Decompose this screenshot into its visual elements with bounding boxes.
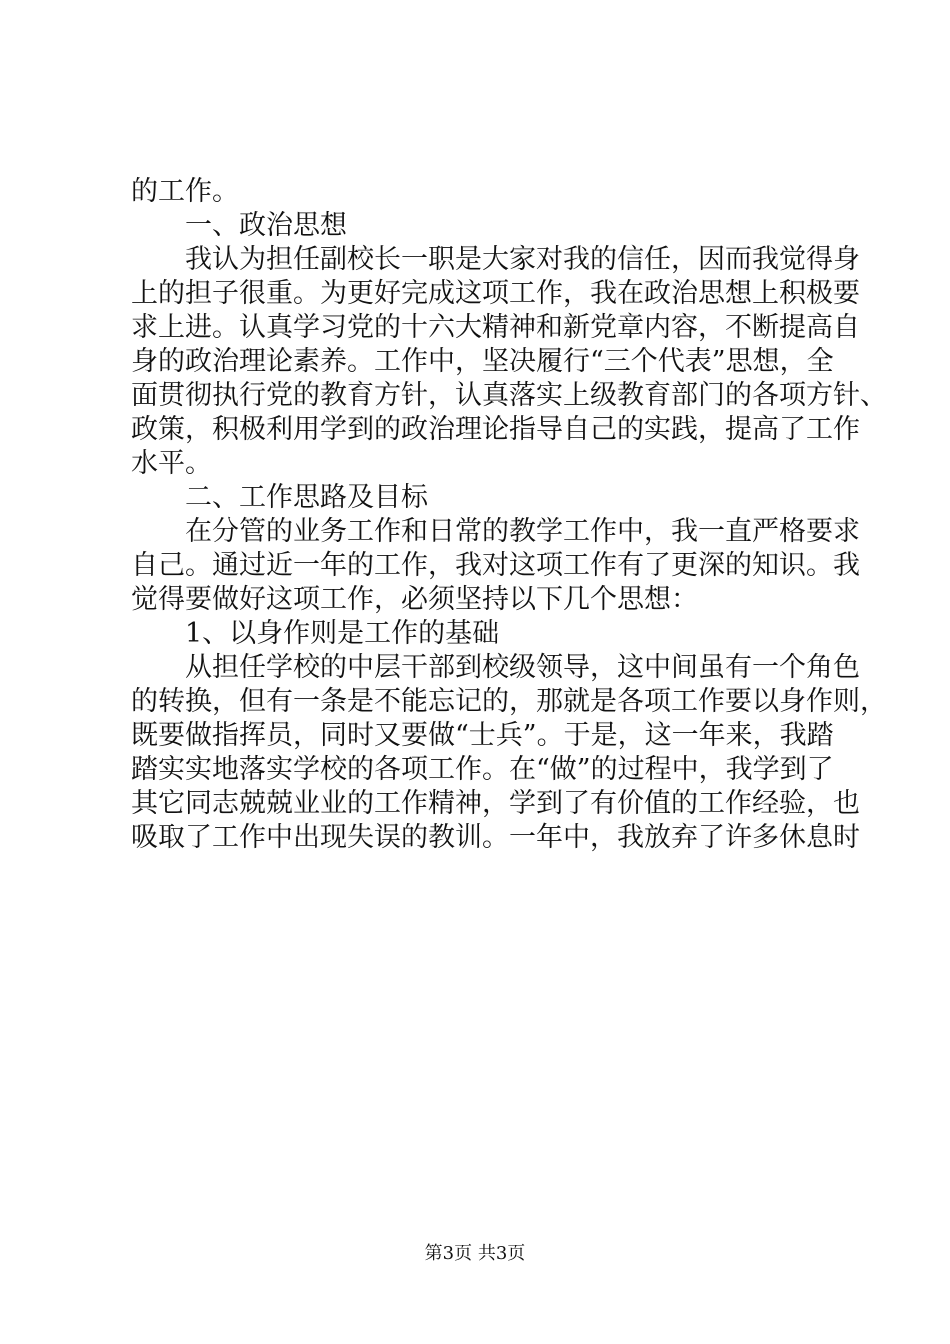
paragraph-line: 自己。通过近一年的工作，我对这项工作有了更深的知识。我 xyxy=(131,550,860,581)
paragraph-line: 的工作。 xyxy=(131,176,239,207)
paragraph-line: 在分管的业务工作和日常的教学工作中，我一直严格要求 xyxy=(185,516,860,547)
paragraph-line: 从担任学校的中层干部到校级领导，这中间虽有一个角色 xyxy=(185,652,860,683)
section-heading: 一、政治思想 xyxy=(185,210,347,241)
paragraph-line: 既要做指挥员，同时又要做“士兵”。于是，这一年来，我踏 xyxy=(131,720,834,751)
section-heading: 二、工作思路及目标 xyxy=(185,482,428,513)
paragraph-line: 上的担子很重。为更好完成这项工作，我在政治思想上积极要 xyxy=(131,278,860,309)
paragraph-line: 吸取了工作中出现失误的教训。一年中，我放弃了许多休息时 xyxy=(131,822,860,853)
paragraph-line: 求上进。认真学习党的十六大精神和新党章内容，不断提高自 xyxy=(131,312,860,343)
paragraph-line: 政策，积极利用学到的政治理论指导自己的实践，提高了工作 xyxy=(131,414,860,445)
paragraph-line: 其它同志兢兢业业的工作精神，学到了有价值的工作经验，也 xyxy=(131,788,860,819)
paragraph-line: 觉得要做好这项工作，必须坚持以下几个思想： xyxy=(131,584,698,615)
paragraph-line: 水平。 xyxy=(131,448,212,479)
paragraph-line: 我认为担任副校长一职是大家对我的信任，因而我觉得身 xyxy=(185,244,860,275)
paragraph-line: 面贯彻执行党的教育方针，认真落实上级教育部门的各项方针、 xyxy=(131,380,887,411)
page-number: 第3页 共3页 xyxy=(424,1243,526,1264)
paragraph-line: 踏实实地落实学校的各项工作。在“做”的过程中，我学到了 xyxy=(131,754,834,785)
subsection-heading: 1、以身作则是工作的基础 xyxy=(185,618,500,649)
paragraph-line: 身的政治理论素养。工作中，坚决履行“三个代表”思想，全 xyxy=(131,346,834,377)
paragraph-line: 的转换，但有一条是不能忘记的，那就是各项工作要以身作则， xyxy=(131,686,887,717)
